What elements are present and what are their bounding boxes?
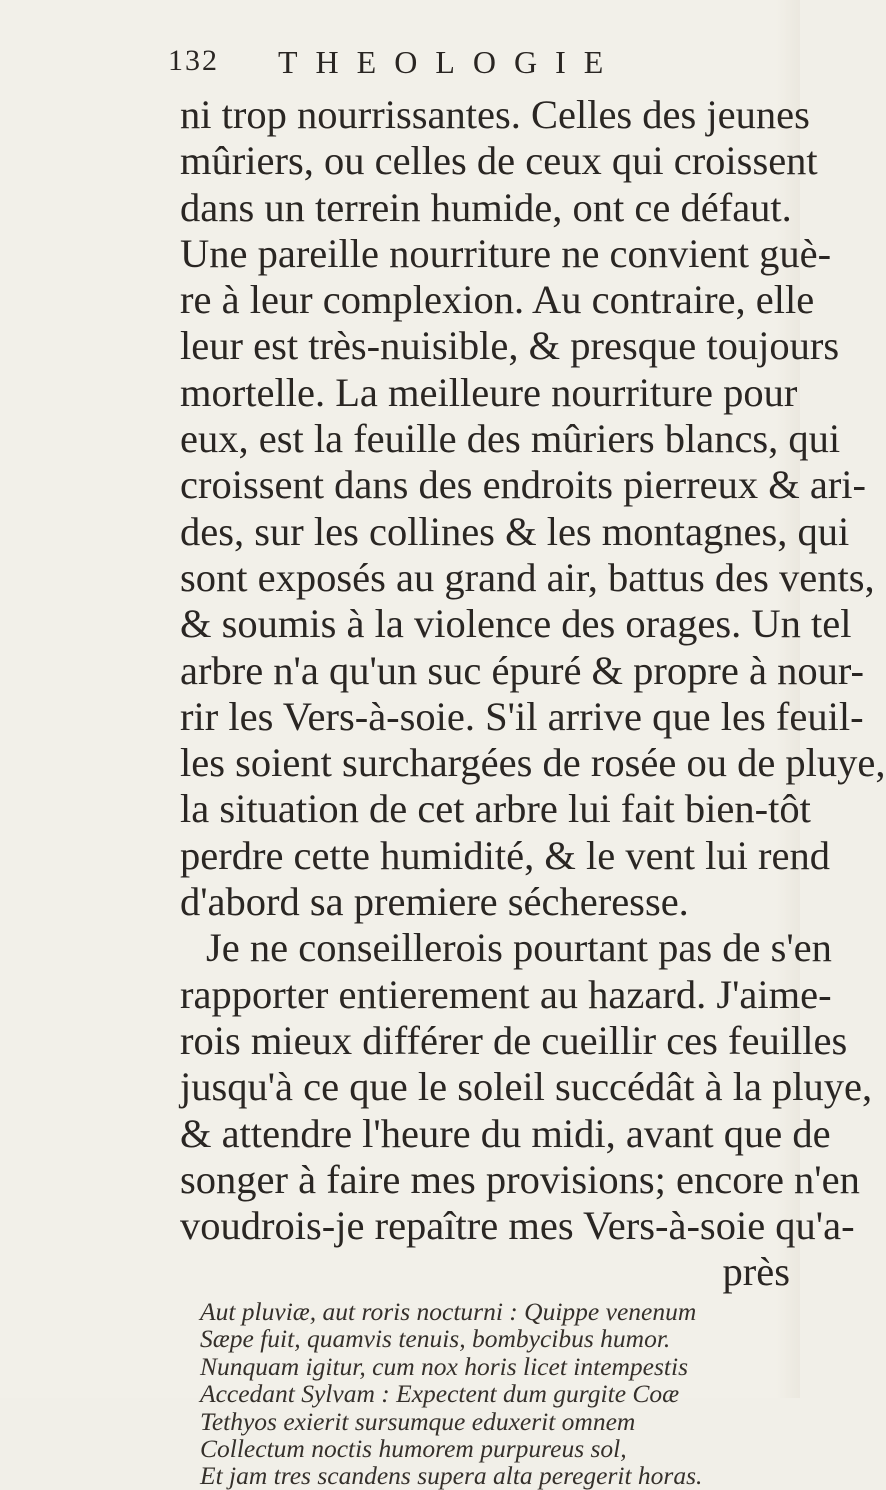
body-line: arbre n'a qu'un suc épuré & propre à nour-: [180, 647, 865, 693]
verse-line: Accedant Sylvam : Expectent dum gurgite Coæ: [200, 1379, 680, 1409]
body-line: perdre cette humidité, & le vent lui rend: [180, 832, 831, 878]
body-line: sont exposés au grand air, battus des vents,: [180, 554, 875, 600]
body-line: mortelle. La meilleure nourriture pour: [180, 369, 798, 415]
verse-line: Aut pluviæ, aut roris nocturni : Quippe venenum: [200, 1297, 697, 1326]
body-line: ni trop nourrissantes. Celles des jeunes: [180, 92, 810, 137]
latin-verse-quotation: [200, 1298, 760, 1490]
verse-line: Nunquam igitur, cum nox horis licet intempestis: [200, 1351, 689, 1381]
body-line: voudrois-je repaître mes Vers-à-soie qu'a-: [180, 1203, 855, 1249]
body-line: rois mieux différer de cueillir ces feuilles: [180, 1017, 848, 1063]
paragraph-start-line: Je ne conseillerois pourtant pas de s'en: [206, 925, 832, 971]
body-line: rapporter entierement au hazard. J'aime-: [180, 971, 832, 1017]
body-line: & soumis à la violence des orages. Un tel: [180, 601, 852, 647]
body-line: rir les Vers-à-soie. S'il arrive que les feuil-: [180, 693, 864, 739]
body-line: eux, est la feuille des mûriers blancs, qui: [180, 416, 841, 462]
body-line: re à leur complexion. Au contraire, elle: [180, 277, 815, 323]
body-line: songer à faire mes provisions; encore n'en: [180, 1156, 860, 1202]
body-line: & attendre l'heure du midi, avant que de: [180, 1110, 831, 1156]
body-line: croissent dans des endroits pierreux & ari-: [180, 462, 867, 508]
running-head-title: THEOLOGIE: [278, 44, 622, 80]
verse-line: Sæpe fuit, quamvis tenuis, bombycibus humor.: [200, 1324, 671, 1354]
body-line: d'abord sa premiere sécheresse.: [180, 879, 689, 925]
verse-line: Tethyos exierit sursumque eduxerit omnem: [200, 1406, 636, 1436]
body-line: mûriers, ou celles de ceux qui croissent: [180, 138, 818, 184]
verse-line: Collectum noctis humorem purpureus sol,: [200, 1434, 627, 1464]
body-line: leur est très-nuisible, & presque toujours: [180, 323, 840, 369]
body-line: dans un terrein humide, ont ce défaut.: [180, 184, 792, 230]
verse-line: Et jam tres scandens supera alta peregerit horas.: [200, 1461, 703, 1490]
body-line: des, sur les collines & les montagnes, qui: [180, 508, 850, 554]
running-head: [168, 44, 768, 94]
body-line: la situation de cet arbre lui fait bien-tôt: [180, 786, 811, 832]
catchword: près: [722, 1249, 790, 1295]
body-text: [180, 92, 886, 1296]
body-line: les soient surchargées de rosée ou de pluye,: [180, 740, 886, 786]
body-line: jusqu'à ce que le soleil succédât à la pluye,: [180, 1064, 873, 1110]
body-line: Une pareille nourriture ne convient guè-: [180, 230, 832, 276]
page-number: 132: [168, 44, 219, 77]
